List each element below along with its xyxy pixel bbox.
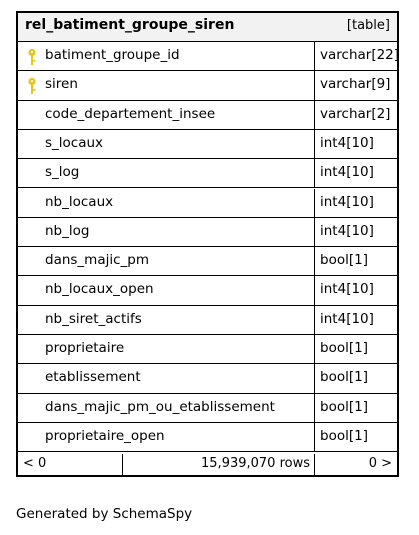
column-name[interactable]: nb_log: [45, 222, 90, 239]
column-type: varchar[9]: [320, 76, 391, 93]
table-footer: [18, 454, 397, 475]
column-row[interactable]: [18, 218, 397, 247]
column-name-cell: [18, 247, 315, 275]
column-name[interactable]: s_locaux: [45, 134, 104, 151]
children-count: 0 >: [368, 456, 392, 471]
column-row[interactable]: [18, 159, 397, 188]
column-row[interactable]: [18, 364, 397, 393]
children-cell[interactable]: [315, 454, 397, 475]
generated-by-text: Generated by SchemaSpy: [16, 506, 193, 522]
column-row[interactable]: [18, 130, 397, 159]
column-type: int4[10]: [320, 222, 374, 239]
column-row[interactable]: [18, 71, 397, 100]
column-name-cell: [18, 71, 315, 99]
column-row[interactable]: [18, 306, 397, 335]
column-name[interactable]: siren: [45, 76, 78, 93]
column-row[interactable]: [18, 247, 397, 276]
column-name[interactable]: etablissement: [45, 369, 141, 386]
column-name-cell: [18, 159, 315, 187]
column-name[interactable]: proprietaire: [45, 340, 125, 356]
column-name-cell: [18, 276, 315, 304]
column-type: bool[1]: [320, 427, 368, 444]
column-row[interactable]: [18, 42, 400, 71]
column-name-cell: [18, 130, 315, 158]
column-name[interactable]: nb_locaux_open: [45, 281, 154, 298]
column-type: bool[1]: [320, 369, 368, 386]
column-type: varchar[2]: [320, 105, 391, 122]
column-name[interactable]: batiment_groupe_id: [45, 47, 180, 63]
column-name-cell: [18, 218, 315, 246]
column-name[interactable]: nb_locaux: [45, 193, 114, 210]
column-row[interactable]: [18, 276, 397, 305]
column-type: int4[10]: [320, 134, 374, 151]
row-count-cell: [123, 454, 315, 475]
table-kind: [table]: [346, 18, 390, 33]
column-name-cell: [18, 335, 315, 363]
column-type: bool[1]: [320, 252, 368, 269]
column-name-cell: [18, 101, 315, 129]
column-name[interactable]: proprietaire_open: [45, 427, 165, 444]
column-name[interactable]: dans_majic_pm: [45, 252, 149, 269]
column-type: int4[10]: [320, 164, 374, 181]
column-row[interactable]: [18, 394, 397, 423]
table-name[interactable]: rel_batiment_groupe_siren: [25, 17, 235, 33]
column-type: int4[10]: [320, 310, 374, 327]
column-name-cell: [18, 42, 315, 70]
column-row[interactable]: [18, 101, 397, 130]
column-name[interactable]: s_log: [45, 164, 80, 181]
column-name-cell: [18, 423, 315, 451]
parents-count: < 0: [23, 456, 47, 471]
column-name-cell: [18, 364, 315, 392]
column-type: bool[1]: [320, 398, 368, 415]
schema-table: [16, 11, 399, 477]
parents-cell[interactable]: [18, 454, 123, 475]
row-count: 15,939,070 rows: [201, 456, 310, 471]
column-name[interactable]: nb_siret_actifs: [45, 310, 142, 327]
key-icon: [26, 48, 38, 66]
column-type: int4[10]: [320, 281, 374, 298]
column-name-cell: [18, 306, 315, 334]
column-name-cell: [18, 189, 315, 217]
column-type: bool[1]: [320, 340, 368, 356]
table-header: [18, 13, 397, 42]
column-name[interactable]: code_departement_insee: [45, 105, 216, 122]
column-row[interactable]: [18, 423, 397, 452]
column-type: varchar[22]: [320, 47, 400, 63]
key-icon: [26, 77, 38, 95]
column-row[interactable]: [18, 335, 397, 364]
column-type: int4[10]: [320, 193, 374, 210]
column-row[interactable]: [18, 189, 397, 218]
column-name[interactable]: dans_majic_pm_ou_etablissement: [45, 398, 275, 415]
column-name-cell: [18, 394, 315, 422]
